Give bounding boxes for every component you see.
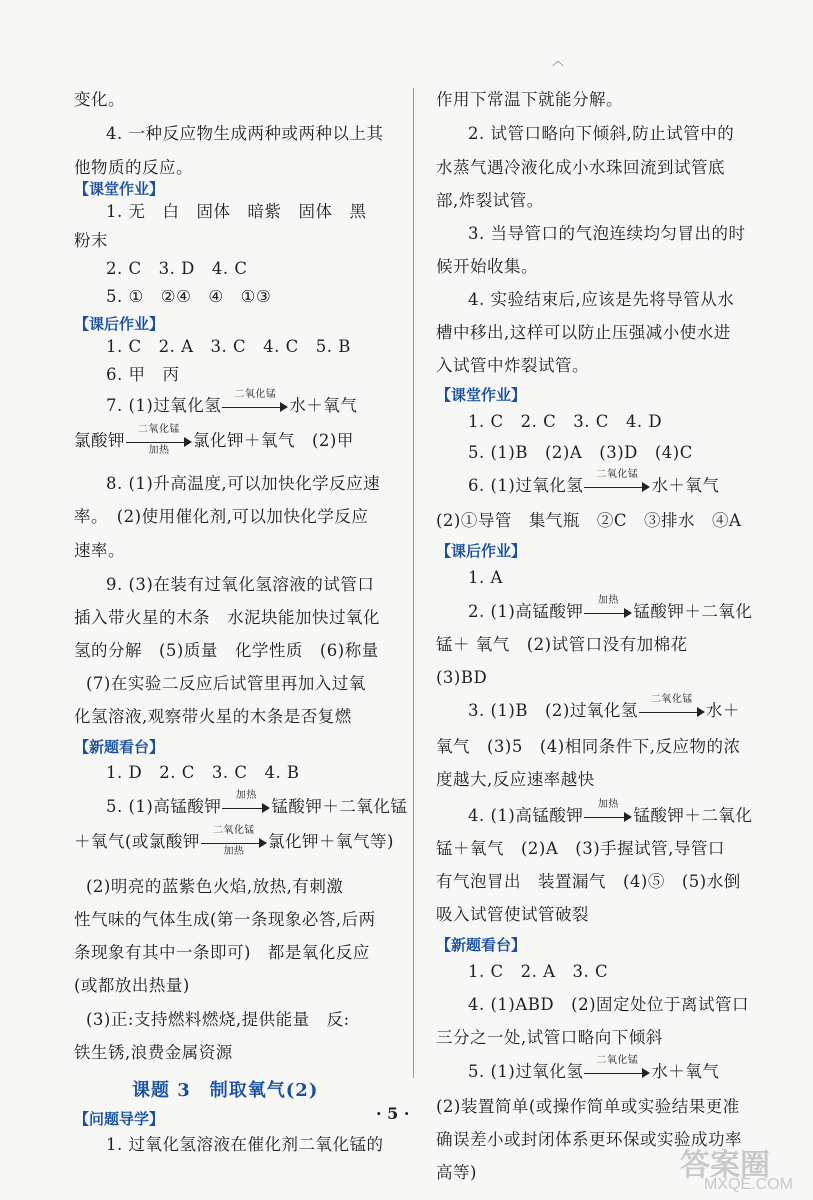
equation-line xyxy=(436,693,740,723)
text-line: 2. 试管口略向下倾斜,防止试管中的 xyxy=(468,124,735,143)
reaction-arrow xyxy=(222,789,270,818)
reactant: 7. (1)过氧化氢 xyxy=(106,396,222,415)
equation-line xyxy=(436,798,753,828)
section-heading: 【新题看台】 xyxy=(74,738,165,756)
reactant: 5. (1)高锰酸钾 xyxy=(106,797,222,816)
arrow-condition: 加热 xyxy=(235,789,257,801)
section-heading: 【问题导学】 xyxy=(74,1110,165,1128)
text-line: 粉末 xyxy=(74,231,108,250)
lesson-title: 课题 3 制取氧气(2) xyxy=(132,1080,319,1101)
arrow-condition: 二氧化锰 xyxy=(212,824,255,836)
text-line: 部,炸裂试管。 xyxy=(436,191,544,210)
reaction-arrow xyxy=(584,798,632,827)
equation-line xyxy=(436,1054,720,1084)
arrow-condition: 加热 xyxy=(597,798,619,810)
reaction-arrow xyxy=(584,1054,650,1083)
product: 水＋氧气 xyxy=(289,396,358,415)
text-line: 3. 当导管口的气泡连续均匀冒出的时 xyxy=(468,224,746,243)
reactant: 氯酸钾 xyxy=(74,431,125,450)
header-mark: ︿ xyxy=(552,54,565,68)
watermark-logo-text: 答案圈 xyxy=(680,1149,770,1182)
text-line: 4. 实验结束后,应该是先将导管从水 xyxy=(468,290,735,309)
reactant: ＋氧气(或氯酸钾 xyxy=(74,832,200,851)
reaction-arrow xyxy=(584,594,632,623)
equation-line xyxy=(74,789,408,819)
reaction-arrow xyxy=(126,423,192,456)
text-line: 率。 (2)使用催化剂,可以加快化学反应 xyxy=(74,507,369,526)
section-heading: 【课后作业】 xyxy=(436,542,527,560)
text-line: 高等) xyxy=(436,1163,477,1182)
text-line: (2)①导管 集气瓶 ②C ③排水 ④A xyxy=(436,511,742,530)
arrow-condition: 二氧化锰 xyxy=(596,1054,639,1066)
watermark xyxy=(680,1140,800,1200)
text-line: 插入带火星的木条 水泥块能加快过氧化 xyxy=(74,608,380,627)
reactant: 6. (1)过氧化氢 xyxy=(468,476,584,495)
text-line: 4. (1)ABD (2)固定处位于离试管口 xyxy=(468,995,750,1014)
text-line: 吸入试管使试管破裂 xyxy=(436,905,589,924)
equation-line xyxy=(74,388,358,418)
product: 水＋氧气 xyxy=(651,1062,720,1081)
text-line: 铁生锈,浪费金属资源 xyxy=(74,1043,233,1062)
text-line: 2. C 3. D 4. C xyxy=(106,259,248,278)
text-line: (7)在实验二反应后试管里再加入过氧 xyxy=(86,674,366,693)
text-line: 1. A xyxy=(468,568,503,587)
text-line: 槽中移出,这样可以防止压强减小使水进 xyxy=(436,323,731,342)
reactant: 2. (1)高锰酸钾 xyxy=(468,602,584,621)
product: 氯化钾＋氧气 (2)甲 xyxy=(193,431,354,450)
text-line: (3)BD xyxy=(436,668,488,687)
reactant: 5. (1)过氧化氢 xyxy=(468,1062,584,1081)
text-line: 有气泡冒出 装置漏气 (4)⑤ (5)水倒 xyxy=(436,872,741,891)
section-heading: 【课堂作业】 xyxy=(436,386,527,404)
product: 锰酸钾＋二氧化锰 xyxy=(271,797,408,816)
text-line: 1. D 2. C 3. C 4. B xyxy=(106,763,300,782)
text-line: 条现象有其中一条即可) 都是氧化反应 xyxy=(74,943,370,962)
page-number: · 5 · xyxy=(376,1104,410,1123)
text-line: (2)装置简单(或操作简单或实验结果更准 xyxy=(436,1097,740,1116)
product: 锰酸钾＋二氧化 xyxy=(633,806,753,825)
text-line: 作用下常温下就能分解。 xyxy=(436,90,623,109)
equation-line xyxy=(436,594,753,624)
text-line: 6. 甲 丙 xyxy=(106,365,180,384)
text-line: 8. (1)升高温度,可以加快化学反应速 xyxy=(106,474,381,493)
reaction-arrow xyxy=(201,824,267,857)
text-line: 他物质的反应。 xyxy=(74,158,193,177)
arrow-condition: 加热 xyxy=(223,845,245,857)
text-line: 9. (3)在装有过氧化氢溶液的试管口 xyxy=(106,575,375,594)
text-line: 入试管中炸裂试管。 xyxy=(436,356,589,375)
text-line: 锰＋ 氧气 (2)试管口没有加棉花 xyxy=(436,635,688,654)
reactant: 4. (1)高锰酸钾 xyxy=(468,806,584,825)
arrow-condition: 二氧化锰 xyxy=(596,468,639,480)
text-line: 1. 过氧化氢溶液在催化剂二氧化锰的 xyxy=(106,1135,384,1154)
section-heading: 【课后作业】 xyxy=(74,315,165,333)
reaction-arrow xyxy=(639,693,705,722)
equation-line xyxy=(74,824,394,857)
section-heading: 【课堂作业】 xyxy=(74,180,165,198)
arrow-condition: 加热 xyxy=(148,444,170,456)
reaction-arrow xyxy=(584,468,650,497)
text-line: 5. ① ②④ ④ ①③ xyxy=(106,287,272,306)
text-line: 变化。 xyxy=(74,90,125,109)
product: 氯化钾＋氧气等) xyxy=(267,832,394,851)
text-line: 1. C 2. A 3. C xyxy=(468,962,609,981)
watermark-url: MXQE.COM xyxy=(704,1176,793,1193)
text-line: 1. 无 白 固体 暗紫 固体 黑 xyxy=(106,202,367,221)
reaction-arrow xyxy=(222,388,288,417)
text-line: 1. C 2. C 3. C 4. D xyxy=(468,412,663,431)
arrow-condition: 二氧化锰 xyxy=(234,388,277,400)
arrow-condition: 加热 xyxy=(597,594,619,606)
arrow-condition: 二氧化锰 xyxy=(138,423,180,435)
text-line: 1. C 2. A 3. C 4. C 5. B xyxy=(106,337,351,356)
text-line: 4. 一种反应物生成两种或两种以上其 xyxy=(106,124,384,143)
product: 锰酸钾＋二氧化 xyxy=(633,602,753,621)
arrow-condition: 二氧化锰 xyxy=(650,693,693,705)
text-line: 确误差小或封闭体系更环保或实验成功率 xyxy=(436,1130,742,1149)
text-line: 速率。 xyxy=(74,541,125,560)
text-line: 氧气 (3)5 (4)相同条件下,反应物的浓 xyxy=(436,737,741,756)
column-divider xyxy=(413,88,414,1078)
text-line: (3)正:支持燃料燃烧,提供能量 反: xyxy=(86,1010,350,1029)
text-line: 度越大,反应速率越快 xyxy=(436,770,595,789)
text-line: 锰＋氧气 (2)A (3)手握试管,导管口 xyxy=(436,839,725,858)
text-line: 水蒸气遇冷液化成小水珠回流到试管底 xyxy=(436,158,725,177)
text-line: 氢的分解 (5)质量 化学性质 (6)称量 xyxy=(74,641,379,660)
section-heading: 【新题看台】 xyxy=(436,936,527,954)
text-line: 三分之一处,试管口略向下倾斜 xyxy=(436,1028,663,1047)
text-line: 性气味的气体生成(第一条现象必答,后两 xyxy=(74,910,376,929)
text-line: 化氢溶液,观察带火星的木条是否复燃 xyxy=(74,707,352,726)
reactant: 3. (1)B (2)过氧化氢 xyxy=(468,701,638,720)
product: 水＋ xyxy=(705,701,740,720)
text-line: 候开始收集。 xyxy=(436,257,538,276)
text-line: (或都放出热量) xyxy=(74,976,190,995)
equation-line xyxy=(74,423,354,456)
text-line: 5. (1)B (2)A (3)D (4)C xyxy=(468,443,693,462)
text-line: (2)明亮的蓝紫色火焰,放热,有刺激 xyxy=(86,877,344,896)
equation-line xyxy=(436,468,720,498)
product: 水＋氧气 xyxy=(651,476,720,495)
